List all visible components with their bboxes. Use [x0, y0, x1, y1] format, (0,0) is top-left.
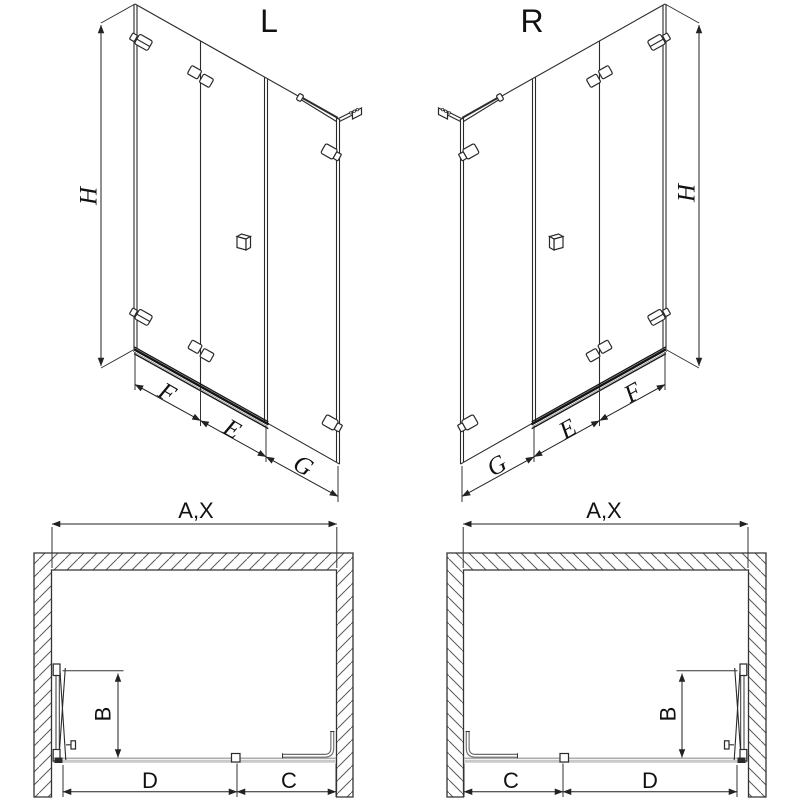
panel-g-label-right: G — [482, 449, 512, 483]
plan-view-left — [34, 524, 353, 797]
total-width-label-left: A,X — [178, 498, 214, 523]
fold-depth-label-left: B — [90, 706, 116, 722]
panel-e-label-right: E — [554, 413, 582, 446]
panel-g-label-left: G — [288, 449, 318, 483]
height-label-right: H — [673, 183, 701, 203]
plan-view-right — [447, 524, 766, 797]
door-section-label-right: D — [642, 768, 658, 793]
variant-label-left: L — [260, 3, 278, 39]
labels — [76, 3, 701, 793]
total-width-label-right: A,X — [586, 498, 622, 523]
height-label-left: H — [75, 186, 103, 206]
variant-label-right: R — [520, 3, 544, 39]
fixed-section-label-left: C — [281, 768, 297, 793]
fold-depth-label-right: B — [655, 706, 681, 722]
fixed-section-label-right: C — [503, 768, 519, 793]
panel-f-label-left: F — [153, 377, 181, 409]
panel-e-label-left: E — [218, 413, 246, 446]
door-section-label-left: D — [142, 768, 158, 793]
panel-f-label-right: F — [619, 377, 647, 409]
